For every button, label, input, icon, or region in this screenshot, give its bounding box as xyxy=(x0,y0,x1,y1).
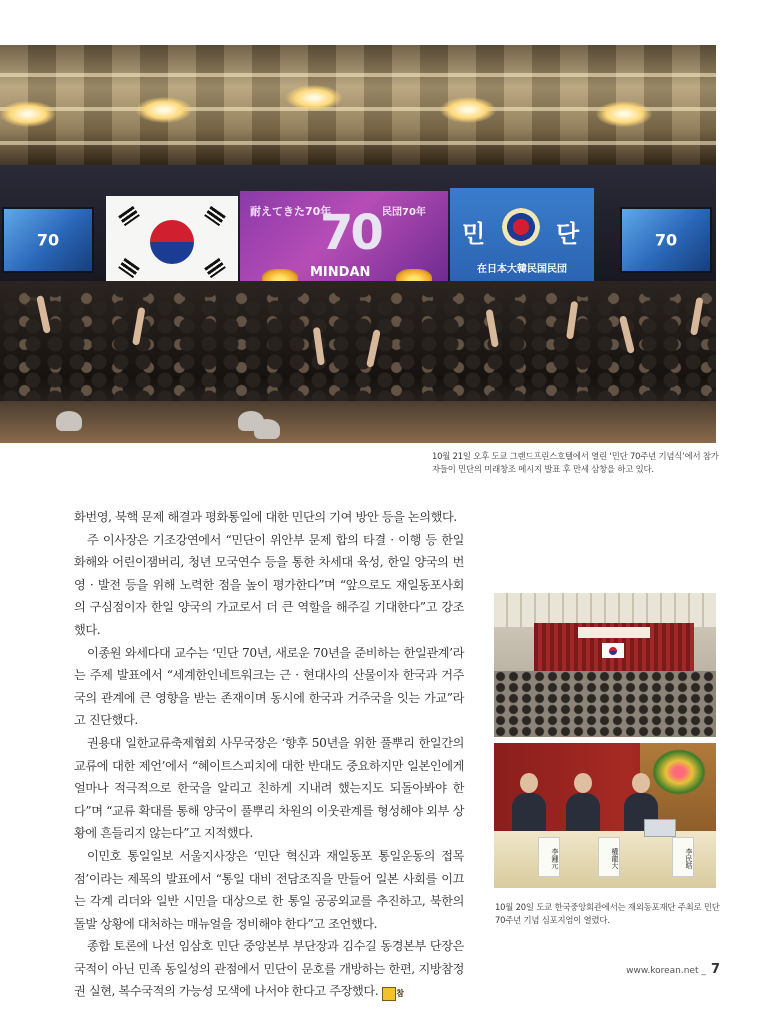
chair xyxy=(56,411,82,431)
article-paragraph: 화번영, 북핵 문제 해결과 평화통일에 대한 민단의 기여 방안 등을 논의했다. xyxy=(74,510,457,524)
hall-audience xyxy=(494,671,716,737)
banner-right-text: 民団70年 xyxy=(382,207,426,218)
banner-mindan-text: MINDAN xyxy=(310,265,371,280)
chair xyxy=(254,419,280,439)
taeguk-icon xyxy=(609,647,617,655)
page-number: 7 xyxy=(710,962,720,977)
chandelier xyxy=(286,85,342,111)
article-paragraph: 이민호 통일일보 서울지사장은 ‘민단 혁신과 재일동포 통일운동의 접목점’이라는 제목의 발표에서 “통일 대비 전담조직을 만들어 일본 사회를 이끄는 각계 리더와 일반 시민을 대상으로 한 통일 공공외교를 추진하고, 북한의 돌발 상황에 대처하는 매뉴얼을 정비해야 한다”고 조언했다. xyxy=(74,848,464,931)
banner-left-text: 耐えてきた70年 xyxy=(250,205,332,218)
chandelier xyxy=(0,101,56,127)
chandelier xyxy=(440,97,496,123)
taeguk-symbol xyxy=(150,220,194,264)
hall-ceiling xyxy=(494,593,716,627)
side-screen-left: 70 xyxy=(2,207,94,273)
article-paragraph-last xyxy=(74,935,464,1003)
namecard: 李鍾元 xyxy=(538,837,560,877)
banner-70-number: 70 xyxy=(320,205,381,261)
laptop xyxy=(644,819,676,837)
panelist-face xyxy=(632,773,650,793)
article-end-icon: 참 xyxy=(382,987,396,1001)
trigram xyxy=(118,258,140,278)
article-paragraph: 권용대 일한교류축제협회 사무국장은 ‘향후 50년을 위한 풀뿌리 한일간의 교류에 대한 제언’에서 “혜이트스피치에 대한 반대도 중요하지만 일본인에게 얼마나 적극적으로 한국을 알리고 친하게 지내려 했는지도 되돌아봐야 한다”며 “교류 확대를 통해 양국이 풀뿌리 차원의 이웃관계를 형성해야 외부 상황에 흔들리지 않는다”고 지적했다. xyxy=(74,735,464,841)
chandelier xyxy=(136,97,192,123)
panelist-face xyxy=(520,773,538,793)
hero-photo xyxy=(0,45,716,443)
mindan-emblem-banner xyxy=(450,188,594,288)
article-paragraph-text: 종합 토론에 나선 임삼호 민단 중앙본부 부단장과 김수길 동경본부 단장은 국적이 아닌 민족 동일성의 관점에서 민단이 문호를 개방하는 한편, 지방참정권 실현, 복수국적의 가능성 모색에 나서야 한다고 주장했다. xyxy=(74,939,464,999)
trigram xyxy=(204,258,226,278)
taegukgi-banner xyxy=(106,196,238,288)
banner-japanese-name: 在日本大韓民国民団 xyxy=(477,264,567,275)
flower-stand xyxy=(652,749,706,795)
namecard: 李民晧 xyxy=(672,837,694,877)
namecard: 權龍大 xyxy=(598,837,620,877)
ceiling-beam xyxy=(0,73,716,77)
hero-caption: 10월 21일 오후 도쿄 그랜드프린스호텔에서 열린 ‘민단 70주년 기념식’에서 참가자들이 민단의 미래창조 메시지 발표 후 만세 삼창을 하고 있다. xyxy=(432,451,719,474)
trigram xyxy=(118,206,140,226)
page-footer xyxy=(560,958,720,977)
chandelier xyxy=(596,101,652,127)
trigram xyxy=(204,206,226,226)
symposium-panel-photo xyxy=(494,743,716,888)
article-paragraph: 주 이사장은 기조강연에서 “민단이 위안부 문제 합의 타결 · 이행 등 한일 화해와 어린이잼버리, 청년 모국연수 등을 통한 차세대 육성, 한일 양국의 번영 · 발전 등을 위해 노력한 점을 높이 평가한다”며 “앞으로도 재일동포사회의 구심점이자 한일 양국의 가교로서 더 큰 역할을 해주길 기대한다”고 강조했다. xyxy=(74,532,464,637)
article-paragraph: 이종원 와세다대 교수는 ‘민단 70년, 새로운 70년을 준비하는 한일관계’라는 주제 발표에서 “세계한인네트워크는 근 · 현대사의 산물이자 한국과 거주국의 관계에 큰 영향을 받는 존재이며 동시에 한국과 거주국을 잇는 가교”라고 진단했다. xyxy=(74,645,464,728)
side-screen-right: 70 xyxy=(620,207,712,273)
banner-word-min: 민 xyxy=(462,220,486,248)
panelist-face xyxy=(574,773,592,793)
footer-url: www.korean.net _ xyxy=(626,966,706,976)
banner-word-dan: 단 xyxy=(556,220,580,248)
mindan-seal-icon xyxy=(502,208,540,246)
hall-sign xyxy=(578,627,650,638)
ballroom-floor xyxy=(0,401,716,443)
symposium-hall-photo xyxy=(494,593,716,737)
ceiling-beam xyxy=(0,141,716,145)
korean-flag xyxy=(602,643,624,658)
side-photo-caption: 10월 20일 도쿄 한국중앙회관에서는 재외동포재단 주최로 민단 70주년 기념 심포지엄이 열렸다. xyxy=(495,902,720,925)
article-body xyxy=(74,506,464,1003)
